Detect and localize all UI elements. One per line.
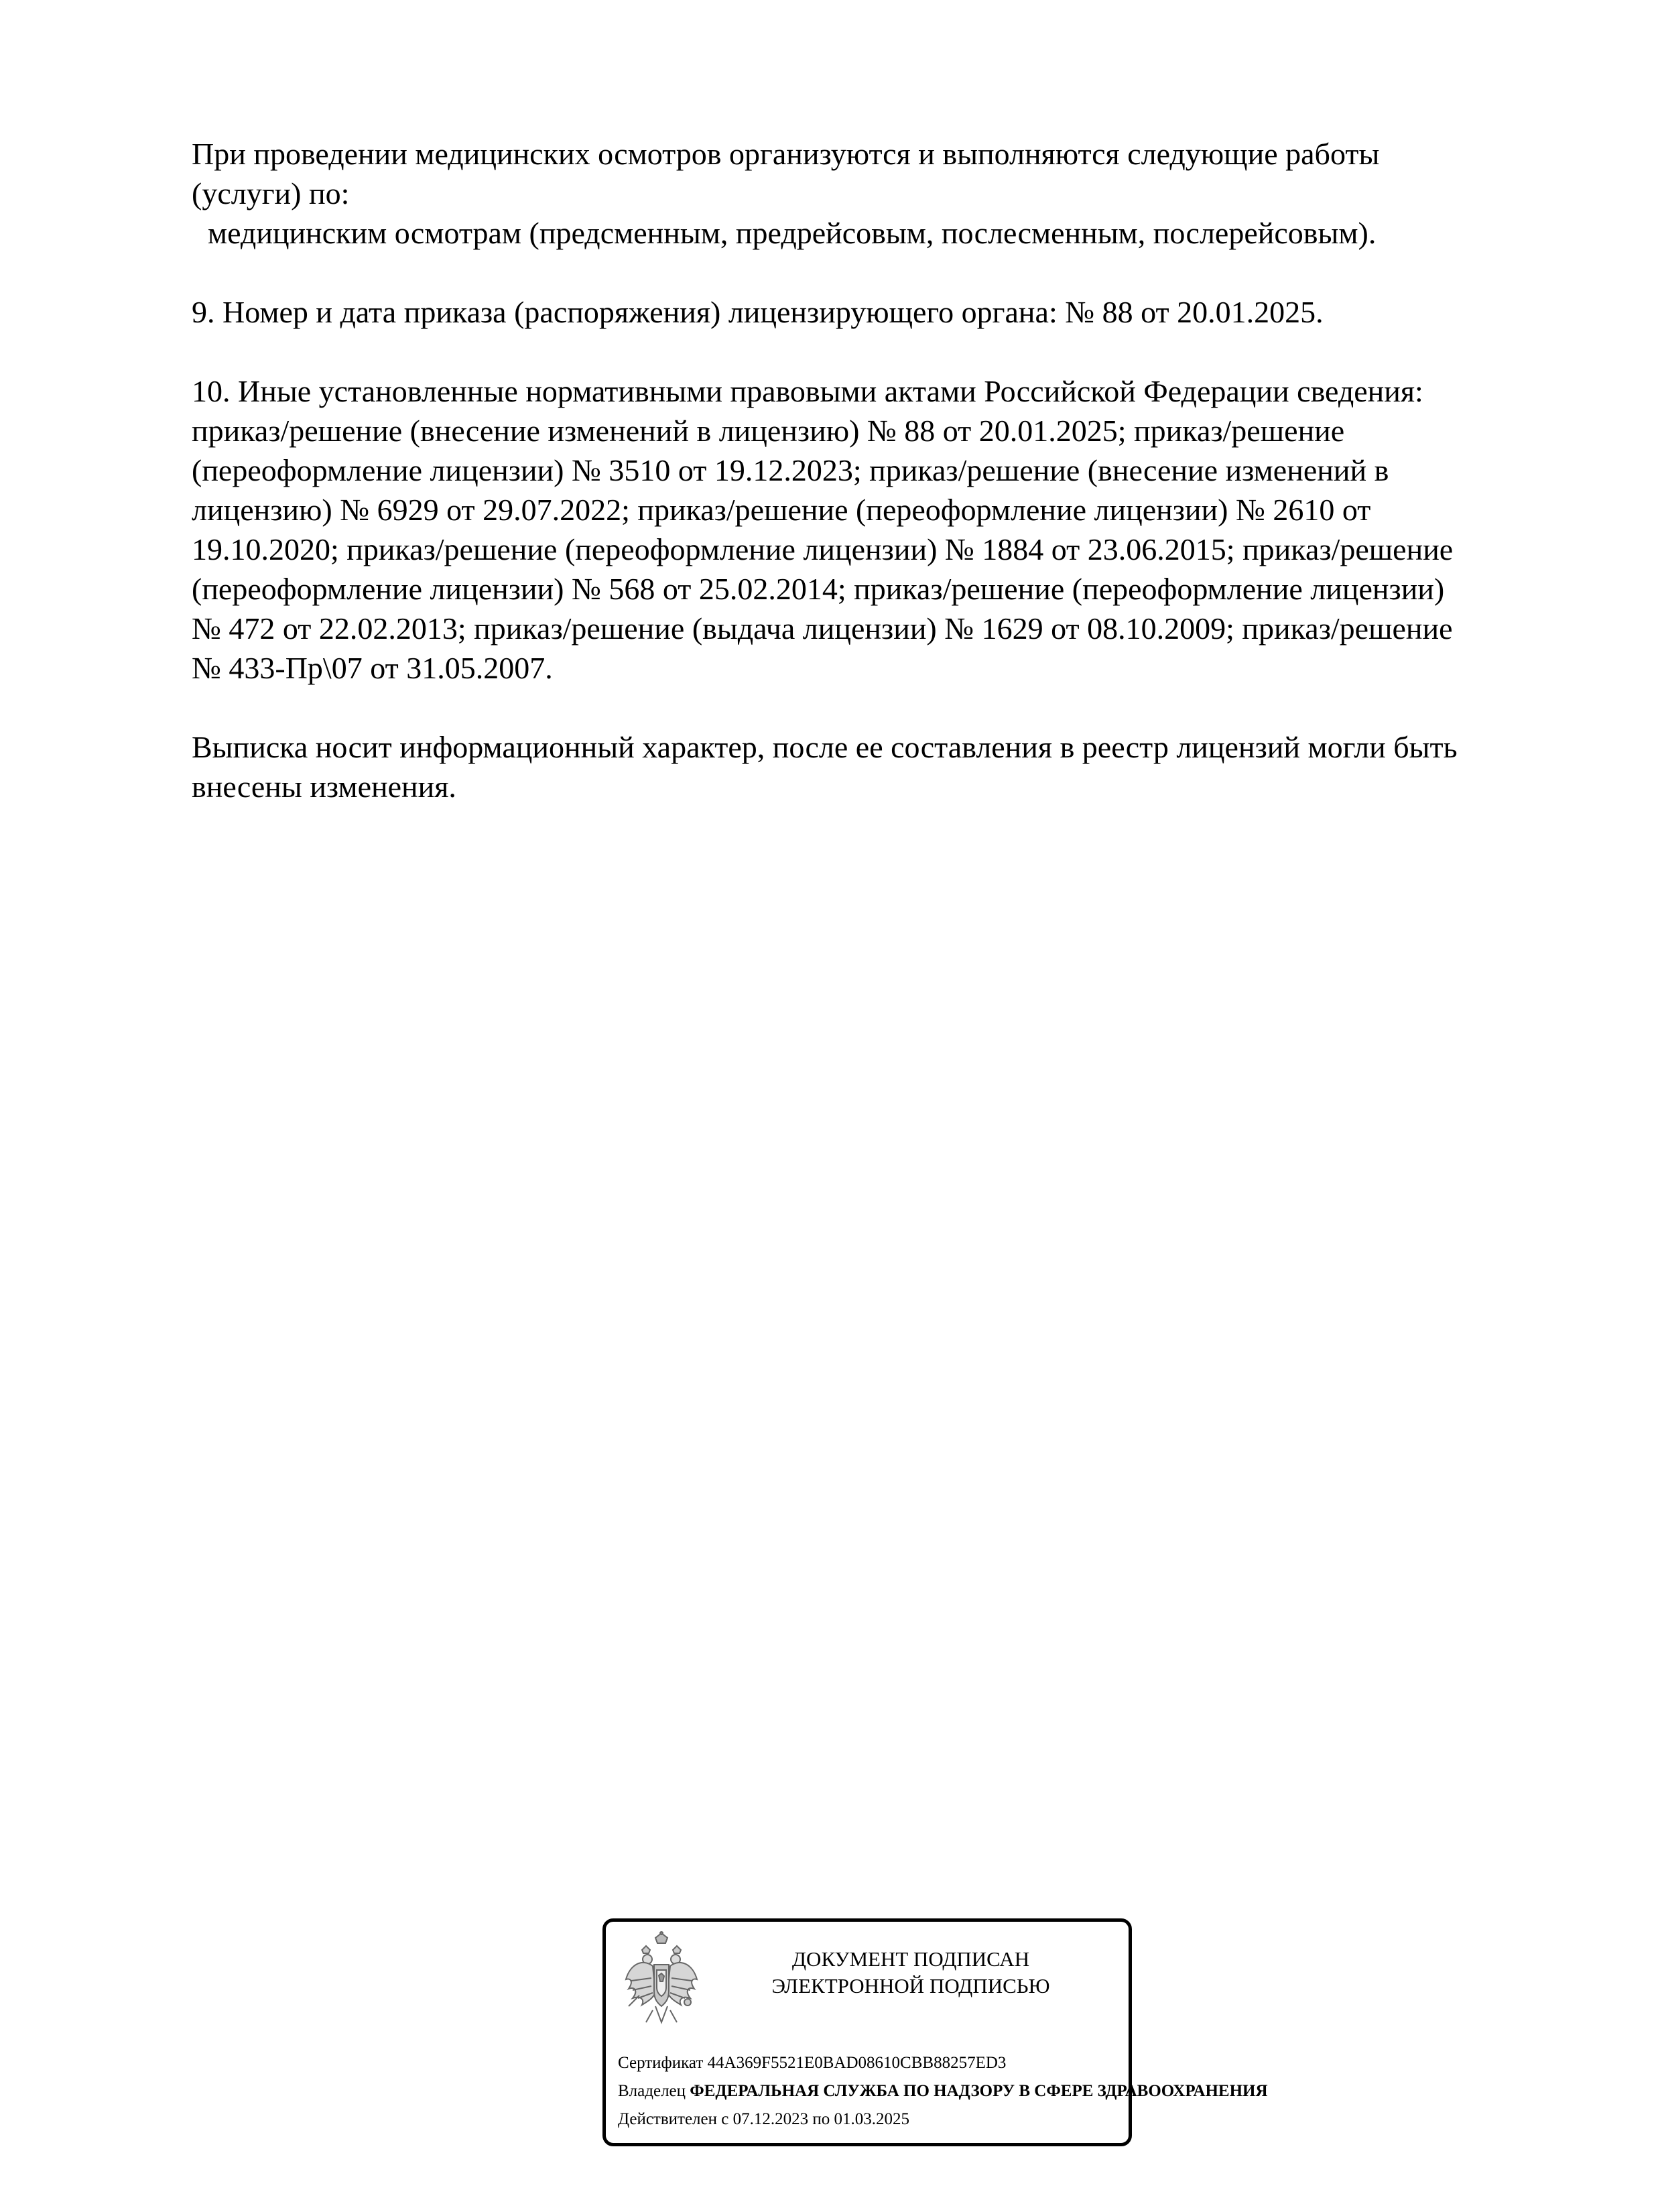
other-info-line: приказ/решение (внесение изменений в лицензию) № 88 от 20.01.2025; приказ/решение <box>192 414 1345 448</box>
electronic-signature-stamp <box>602 1918 1268 2146</box>
other-info-line: № 433-Пр\07 от 31.05.2007. <box>192 651 553 685</box>
other-info-line: (переоформление лицензии) № 568 от 25.02.2014; приказ/решение (переоформление лицензии) <box>192 572 1445 606</box>
other-info-line: № 472 от 22.02.2013; приказ/решение (выдача лицензии) № 1629 от 08.10.2009; приказ/решение <box>192 611 1453 646</box>
owner-value: ФЕДЕРАЛЬНАЯ СЛУЖБА ПО НАДЗОРУ В СФЕРЕ ЗДРАВООХРАНЕНИЯ <box>690 2082 1268 2100</box>
stamp-title-line-2: ЭЛЕКТРОННОЙ ПОДПИСЬЮ <box>771 1974 1050 1998</box>
spacer <box>192 332 1539 371</box>
services-intro-line-2: (услуги) по: <box>192 176 350 210</box>
certificate-label: Сертификат <box>618 2054 704 2072</box>
stamp-title <box>706 1946 1115 2000</box>
other-info-line: 19.10.2020; приказ/решение (переоформление лицензии) № 1884 от 23.06.2015; приказ/решение <box>192 532 1454 566</box>
document-body <box>192 134 1539 806</box>
owner-label: Владелец <box>618 2082 686 2100</box>
other-info-line: 10. Иные установленные нормативными правовыми актами Российской Федерации сведения: <box>192 374 1423 408</box>
other-info-line: лицензию) № 6929 от 29.07.2022; приказ/решение (переоформление лицензии) № 2610 от <box>192 493 1371 527</box>
services-item: медицинским осмотрам (предсменным, предрейсовым, послесменным, послерейсовым). <box>208 216 1377 250</box>
stamp-title-line-1: ДОКУМЕНТ ПОДПИСАН <box>791 1947 1030 1971</box>
disclaimer-line-2: внесены изменения. <box>192 770 456 804</box>
owner-line <box>618 2081 1268 2101</box>
certificate-line <box>618 2053 1006 2073</box>
certificate-value: 44A369F5521E0BAD08610CBB88257ED3 <box>707 2054 1007 2072</box>
disclaimer-line-1: Выписка носит информационный характер, после ее составления в реестр лицензий могли быть <box>192 730 1458 764</box>
double-headed-eagle-emblem-icon <box>622 1931 701 2032</box>
order-number-paragraph: 9. Номер и дата приказа (распоряжения) лицензирующего органа: № 88 от 20.01.2025. <box>192 295 1324 329</box>
validity-line: Действителен с 07.12.2023 по 01.03.2025 <box>618 2110 909 2128</box>
services-intro-line-1: При проведении медицинских осмотров организуются и выполняются следующие работы <box>192 137 1380 171</box>
spacer <box>192 253 1539 292</box>
spacer <box>192 688 1539 727</box>
other-info-line: (переоформление лицензии) № 3510 от 19.12.2023; приказ/решение (внесение изменений в <box>192 453 1389 487</box>
